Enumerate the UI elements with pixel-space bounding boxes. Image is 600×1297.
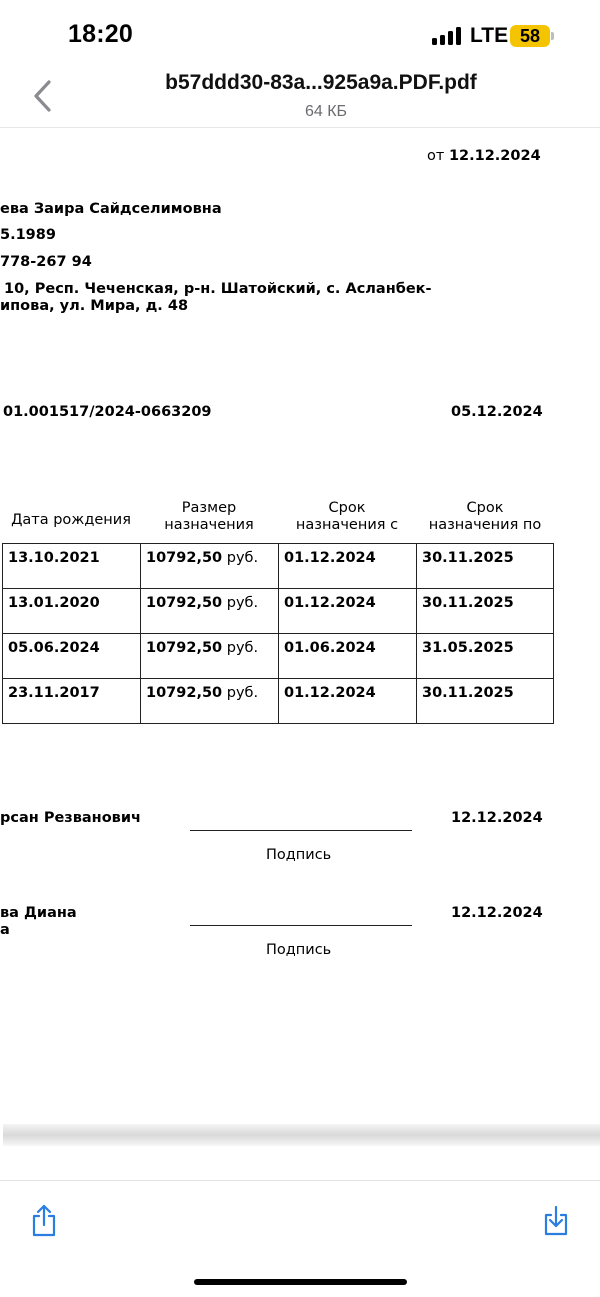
save-button[interactable] bbox=[541, 1205, 571, 1239]
file-size: 64 КБ bbox=[304, 103, 348, 120]
column-header-birth-date: Дата рождения bbox=[11, 512, 131, 528]
download-icon bbox=[541, 1205, 571, 1239]
cell-amount: 10792,50 руб. bbox=[146, 640, 259, 656]
signature-date: 12.12.2024 bbox=[451, 905, 543, 921]
address-line-2: ипова, ул. Мира, д. 48 bbox=[0, 298, 189, 314]
document-title: b57ddd30-83a...925a9a.PDF.pdf bbox=[165, 71, 477, 94]
signer-name: рсан Резванович bbox=[0, 810, 141, 826]
table-grid bbox=[2, 543, 554, 724]
cell-end-date: 30.11.2025 bbox=[422, 550, 514, 566]
status-time: 18:20 bbox=[68, 20, 133, 48]
signature-date: 12.12.2024 bbox=[451, 810, 543, 826]
signature-caption: Подпись bbox=[266, 942, 332, 958]
cell-start-date: 01.12.2024 bbox=[284, 595, 376, 611]
share-icon bbox=[29, 1204, 59, 1238]
reference-number: 01.001517/2024-0663209 bbox=[3, 404, 212, 420]
page-end-shadow bbox=[3, 1124, 600, 1146]
toolbar-divider bbox=[0, 1180, 600, 1181]
cell-end-date: 30.11.2025 bbox=[422, 685, 514, 701]
column-header-start: Срок назначения с bbox=[295, 500, 399, 533]
cell-end-date: 30.11.2025 bbox=[422, 595, 514, 611]
network-type: LTE bbox=[470, 24, 509, 47]
person-birth-date: 5.1989 bbox=[0, 227, 56, 243]
address-line-1: 10, Респ. Чеченская, р-н. Шатойский, с. Асланбек- bbox=[4, 281, 432, 297]
date-value: 12.12.2024 bbox=[448, 148, 541, 164]
column-header-amount: Размер назначения bbox=[164, 500, 254, 533]
cell-end-date: 31.05.2025 bbox=[422, 640, 514, 656]
cell-birth-date: 13.10.2021 bbox=[8, 550, 100, 566]
battery-icon: 58 bbox=[510, 25, 550, 47]
share-button[interactable] bbox=[29, 1204, 59, 1238]
cell-amount: 10792,50 руб. bbox=[146, 550, 259, 566]
cell-birth-date: 13.01.2020 bbox=[8, 595, 100, 611]
cell-birth-date: 23.11.2017 bbox=[8, 685, 100, 701]
cellular-signal-icon bbox=[432, 27, 462, 45]
column-header-end: Срок назначения по bbox=[428, 500, 542, 533]
home-indicator[interactable] bbox=[194, 1279, 407, 1285]
person-phone: 778-267 94 bbox=[0, 254, 92, 270]
cell-birth-date: 05.06.2024 bbox=[8, 640, 100, 656]
signature-line bbox=[190, 925, 412, 926]
signer-name: ва Диана bbox=[0, 905, 77, 921]
battery-cap bbox=[551, 32, 554, 40]
person-name: ева Заира Сайдселимовна bbox=[0, 201, 222, 217]
signature-caption: Подпись bbox=[266, 847, 332, 863]
back-button[interactable] bbox=[28, 78, 58, 114]
cell-start-date: 01.12.2024 bbox=[284, 685, 376, 701]
header-divider bbox=[0, 127, 600, 128]
signature-line bbox=[190, 830, 412, 831]
cell-start-date: 01.06.2024 bbox=[284, 640, 376, 656]
cell-amount: 10792,50 руб. bbox=[146, 685, 259, 701]
document-date bbox=[427, 147, 541, 165]
cell-amount: 10792,50 руб. bbox=[146, 595, 259, 611]
reference-date: 05.12.2024 bbox=[451, 404, 543, 420]
date-prefix: от bbox=[427, 148, 445, 164]
cell-start-date: 01.12.2024 bbox=[284, 550, 376, 566]
chevron-left-icon bbox=[28, 78, 58, 114]
signer-name-line-2: а bbox=[0, 922, 10, 938]
